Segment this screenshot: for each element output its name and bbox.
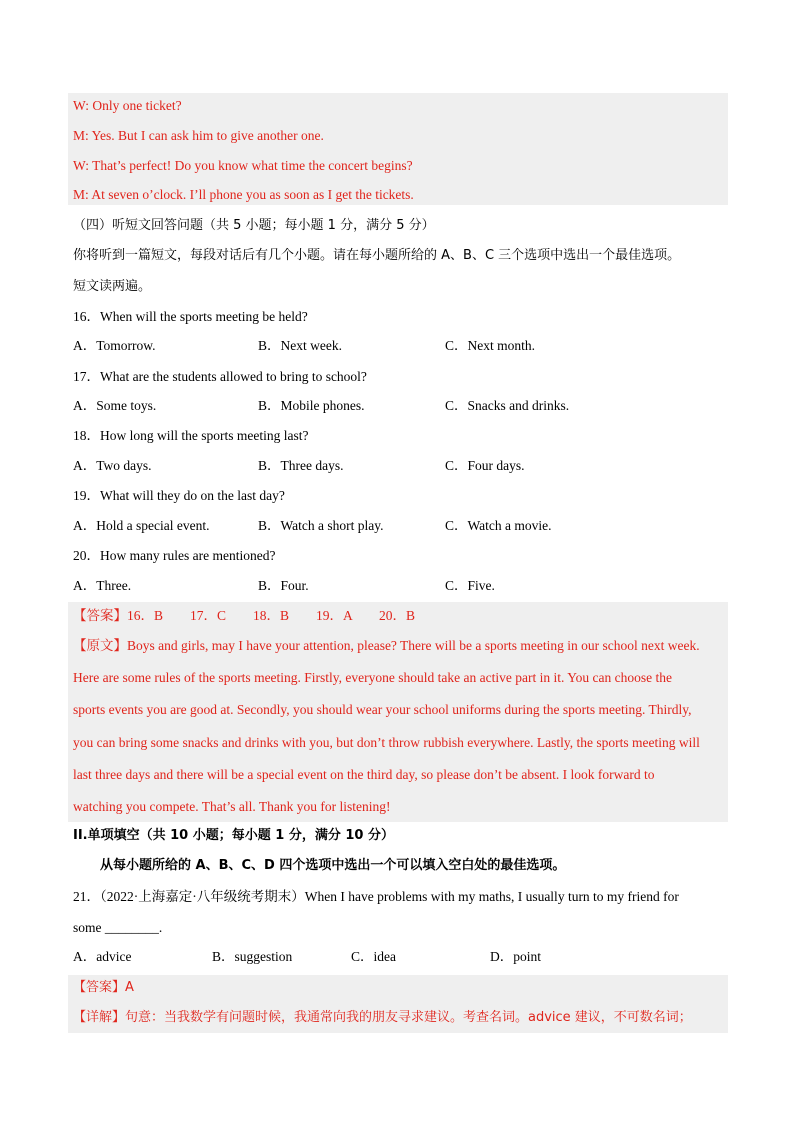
option-a: A．Tomorrow. bbox=[73, 338, 156, 353]
question-stem: 16．When will the sports meeting be held? bbox=[73, 309, 308, 324]
question-stem-continued: some ________. bbox=[73, 920, 163, 935]
dialogue-line: M: Yes. But I can ask him to give another one. bbox=[73, 128, 324, 143]
option-c: C．Snacks and drinks. bbox=[445, 398, 570, 413]
option-c: C．Five. bbox=[445, 578, 495, 593]
question-stem: 19．What will they do on the last day? bbox=[73, 488, 285, 503]
transcript-line: last three days and there will be a special event on the third day, so please don’t be absent. I look forward to bbox=[73, 767, 655, 782]
detail-line: 【详解】句意：当我数学有问题时候，我通常向我的朋友寻求建议。考查名词。advice 建议，不可数名词； bbox=[73, 1010, 692, 1025]
option-a: A．Two days. bbox=[73, 458, 152, 473]
option-b: B．Watch a short play. bbox=[258, 518, 384, 533]
option-b: B．Mobile phones. bbox=[258, 398, 365, 413]
option-a: A．Some toys. bbox=[73, 398, 157, 413]
dialogue-line: W: Only one ticket? bbox=[73, 98, 182, 113]
question-stem: 17．What are the students allowed to bring to school? bbox=[73, 369, 367, 384]
dialogue-line: W: That’s perfect! Do you know what time the concert begins? bbox=[73, 158, 413, 173]
option-b: B．Three days. bbox=[258, 458, 344, 473]
section-heading: （四）听短文回答问题（共 5 小题；每小题 1 分，满分 5 分） bbox=[73, 218, 435, 233]
option-c: C．Four days. bbox=[445, 458, 525, 473]
section-heading: II.单项填空（共 10 小题；每小题 1 分，满分 10 分） bbox=[73, 828, 394, 843]
section-instruction: 从每小题所给的 A、B、C、D 四个选项中选出一个可以填入空白处的最佳选项。 bbox=[100, 858, 566, 873]
section-instruction: 你将听到一篇短文，每段对话后有几个小题。请在每小题所给的 A、B、C 三个选项中选出一个最佳选项。 bbox=[73, 248, 681, 263]
transcript-line: 【原文】Boys and girls, may I have your attention, please? There will be a sports meeting in our school next week. bbox=[73, 638, 700, 653]
option-b: B．Next week. bbox=[258, 338, 342, 353]
answer-line: 【答案】16．B 17．C 18．B 19．A 20．B bbox=[73, 608, 416, 623]
transcript-line: Here are some rules of the sports meeting. Firstly, everyone should take an active part in it. You can choose the bbox=[73, 670, 672, 685]
section-instruction: 短文读两遍。 bbox=[73, 279, 152, 294]
answer-line: 【答案】A bbox=[73, 980, 134, 995]
option-a: A．Hold a special event. bbox=[73, 518, 210, 533]
transcript-line: watching you compete. That’s all. Thank you for listening! bbox=[73, 799, 391, 814]
option-c: C．Next month. bbox=[445, 338, 535, 353]
question-stem: 18．How long will the sports meeting last? bbox=[73, 428, 309, 443]
question-stem: 20．How many rules are mentioned? bbox=[73, 548, 276, 563]
option-a: A．Three. bbox=[73, 578, 132, 593]
option-b: B．suggestion bbox=[212, 949, 293, 964]
option-a: A．advice bbox=[73, 949, 132, 964]
question-stem: 21．（2022·上海嘉定·八年级统考期末）When I have problems with my maths, I usually turn to my friend for bbox=[73, 889, 679, 904]
transcript-line: you can bring some snacks and drinks with you, but don’t throw rubbish everywhere. Lastly, the sports meeting will bbox=[73, 735, 700, 750]
option-c: C．Watch a movie. bbox=[445, 518, 552, 533]
option-b: B．Four. bbox=[258, 578, 309, 593]
option-c: C．idea bbox=[351, 949, 396, 964]
dialogue-line: M: At seven o’clock. I’ll phone you as soon as I get the tickets. bbox=[73, 187, 414, 202]
option-d: D．point bbox=[490, 949, 542, 964]
transcript-line: sports events you are good at. Secondly, you should wear your school uniforms during the sports meeting. Thirdly, bbox=[73, 702, 692, 717]
